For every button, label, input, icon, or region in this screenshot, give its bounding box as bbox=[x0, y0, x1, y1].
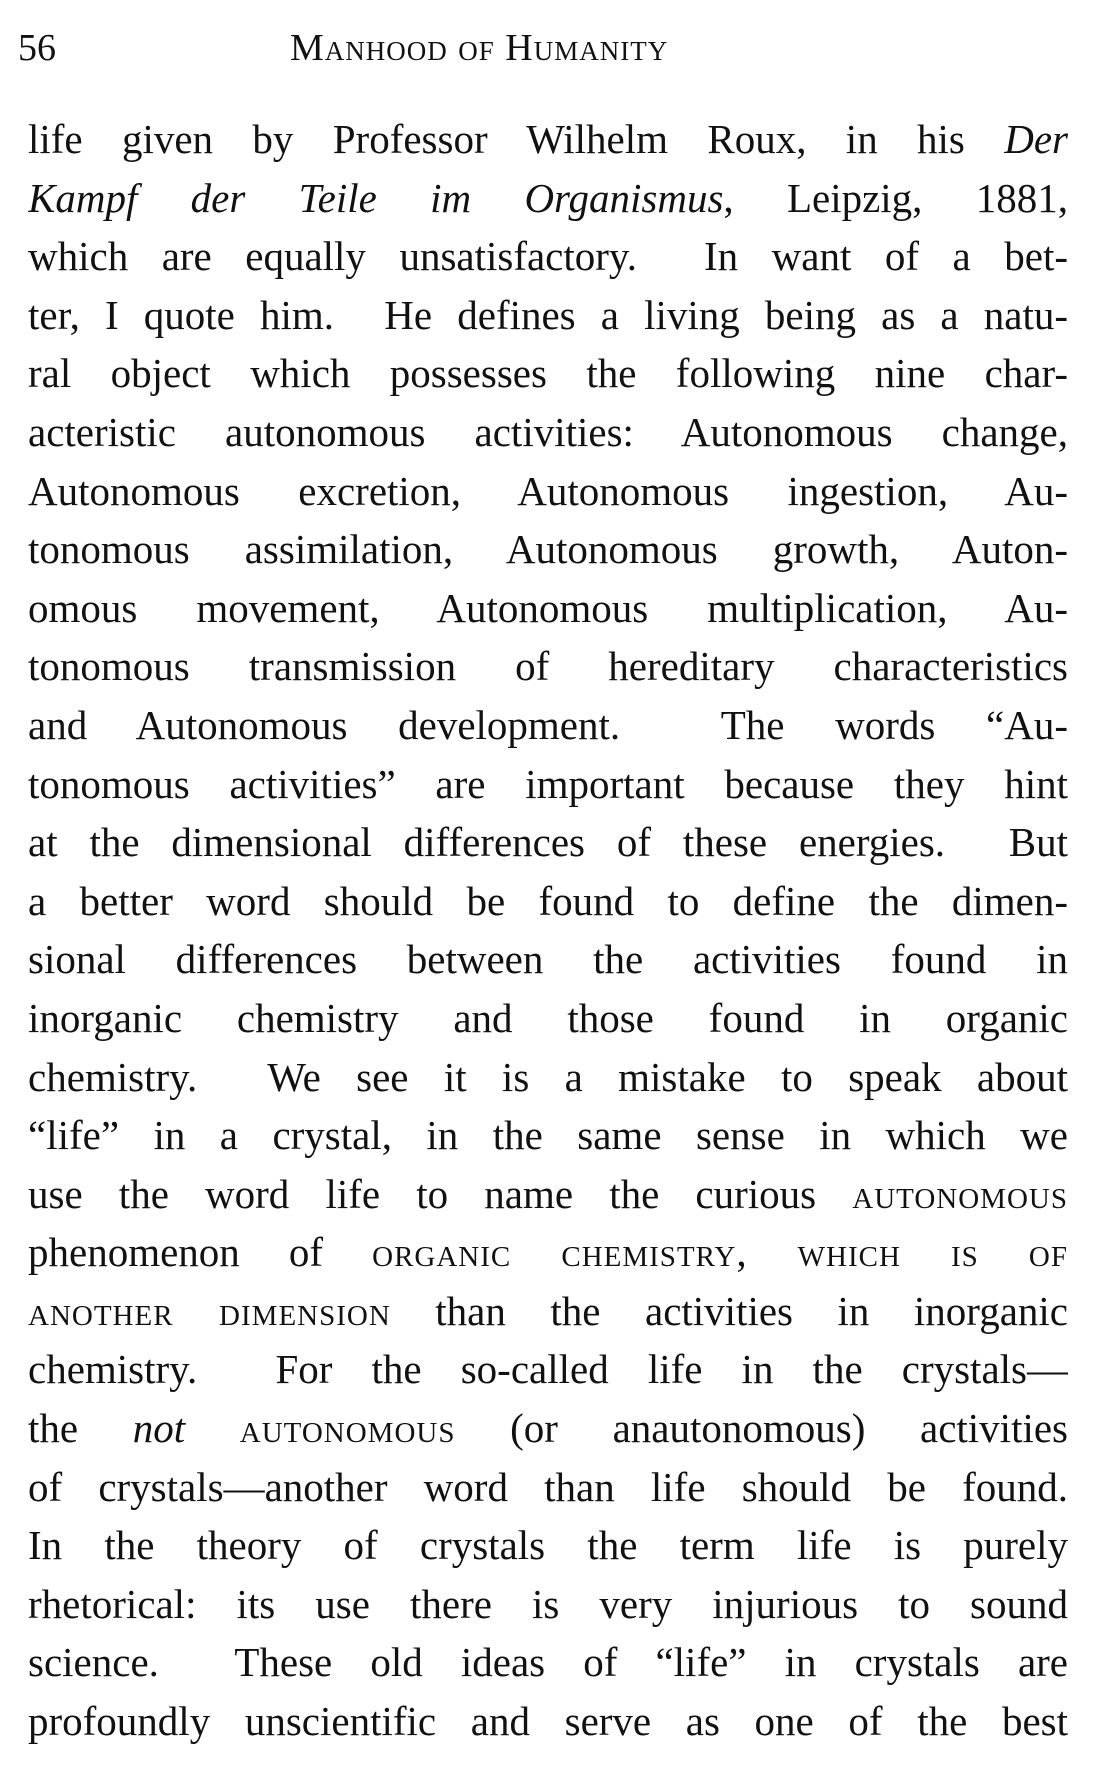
text-segment: chemistry. For the so-called life in the crystals— bbox=[28, 1346, 1068, 1393]
text-line bbox=[28, 755, 1068, 814]
text-line bbox=[28, 1165, 1068, 1224]
text-line bbox=[28, 1458, 1068, 1517]
text-segment: ral object which possesses the following nine char- bbox=[28, 350, 1068, 397]
text-segment: science. These old ideas of “life” in crystals are bbox=[28, 1639, 1068, 1686]
text-segment: autonomous bbox=[239, 1405, 456, 1452]
text-line bbox=[28, 169, 1068, 228]
text-line bbox=[28, 520, 1068, 579]
running-title: Manhood of Humanity bbox=[290, 27, 669, 69]
text-line bbox=[28, 1223, 1068, 1282]
text-line bbox=[28, 1340, 1068, 1399]
text-segment: ter, I quote him. He defines a living being as a natu- bbox=[28, 291, 1068, 338]
text-line bbox=[28, 462, 1068, 521]
text-segment: acteristic autonomous activities: Autonomous change, bbox=[28, 408, 1068, 455]
text-line bbox=[28, 344, 1068, 403]
text-segment: than the activities in inorganic bbox=[390, 1287, 1068, 1334]
text-segment: not bbox=[132, 1405, 186, 1452]
text-segment: use the word life to name the curious bbox=[28, 1170, 853, 1217]
text-segment: at the dimensional differences of these energies. But bbox=[28, 819, 1068, 866]
text-segment: (or anautonomous) activities bbox=[455, 1405, 1068, 1452]
text-line bbox=[28, 1633, 1068, 1692]
text-segment: Kampf der Teile im Organismus bbox=[28, 174, 724, 221]
text-line bbox=[28, 696, 1068, 755]
text-segment: omous movement, Autonomous multiplication, Au- bbox=[28, 584, 1068, 631]
text-segment: Autonomous excretion, Autonomous ingestion, Au- bbox=[28, 467, 1068, 514]
text-line bbox=[28, 1399, 1068, 1458]
text-segment: tonomous assimilation, Autonomous growth, Auton- bbox=[28, 526, 1068, 573]
text-segment: tonomous transmission of hereditary characteristics bbox=[28, 643, 1068, 690]
text-line bbox=[28, 579, 1068, 638]
text-segment: and Autonomous development. The words “Au- bbox=[28, 701, 1068, 748]
text-segment: tonomous activities” are important because they hint bbox=[28, 760, 1068, 807]
text-line bbox=[28, 227, 1068, 286]
text-line bbox=[28, 872, 1068, 931]
text-segment: the bbox=[28, 1405, 133, 1452]
text-segment: In the theory of crystals the term life is purely bbox=[28, 1522, 1068, 1569]
running-head bbox=[18, 18, 1078, 78]
text-line bbox=[28, 813, 1068, 872]
text-segment: a better word should be found to define the dimen- bbox=[28, 877, 1068, 924]
page-number: 56 bbox=[18, 27, 56, 69]
text-segment: Der bbox=[1004, 116, 1068, 162]
text-segment: life given by Professor Wilhelm Roux, in his bbox=[28, 116, 1005, 162]
text-segment: organic chemistry, which is of bbox=[372, 1229, 1068, 1276]
text-line bbox=[28, 403, 1068, 462]
text-segment: phenomenon of bbox=[28, 1229, 373, 1276]
text-segment: rhetorical: its use there is very injurious to sound bbox=[28, 1580, 1068, 1627]
text-segment: of crystals—another word than life should be found. bbox=[28, 1463, 1068, 1510]
text-segment: sional differences between the activities found in bbox=[28, 936, 1068, 983]
text-line bbox=[28, 110, 1068, 169]
text-segment bbox=[185, 1405, 240, 1451]
text-line bbox=[28, 1282, 1068, 1341]
text-segment: another dimension bbox=[28, 1287, 391, 1334]
text-line bbox=[28, 1048, 1068, 1107]
text-line bbox=[28, 637, 1068, 696]
text-line bbox=[28, 930, 1068, 989]
text-segment: , Leipzig, 1881, bbox=[723, 174, 1068, 221]
text-segment: autonomous bbox=[852, 1170, 1068, 1217]
body-text bbox=[28, 110, 1068, 1751]
text-line bbox=[28, 1692, 1068, 1751]
text-segment: inorganic chemistry and those found in organic bbox=[28, 994, 1068, 1041]
text-line bbox=[28, 286, 1068, 345]
text-segment: chemistry. We see it is a mistake to speak about bbox=[28, 1053, 1068, 1100]
text-line bbox=[28, 1106, 1068, 1165]
text-segment: which are equally unsatisfactory. In want of a bet- bbox=[28, 233, 1068, 280]
text-line bbox=[28, 989, 1068, 1048]
text-line bbox=[28, 1516, 1068, 1575]
text-segment: profoundly unscientific and serve as one of the best bbox=[28, 1698, 1068, 1745]
text-segment: “life” in a crystal, in the same sense in which we bbox=[28, 1112, 1068, 1159]
text-line bbox=[28, 1575, 1068, 1634]
